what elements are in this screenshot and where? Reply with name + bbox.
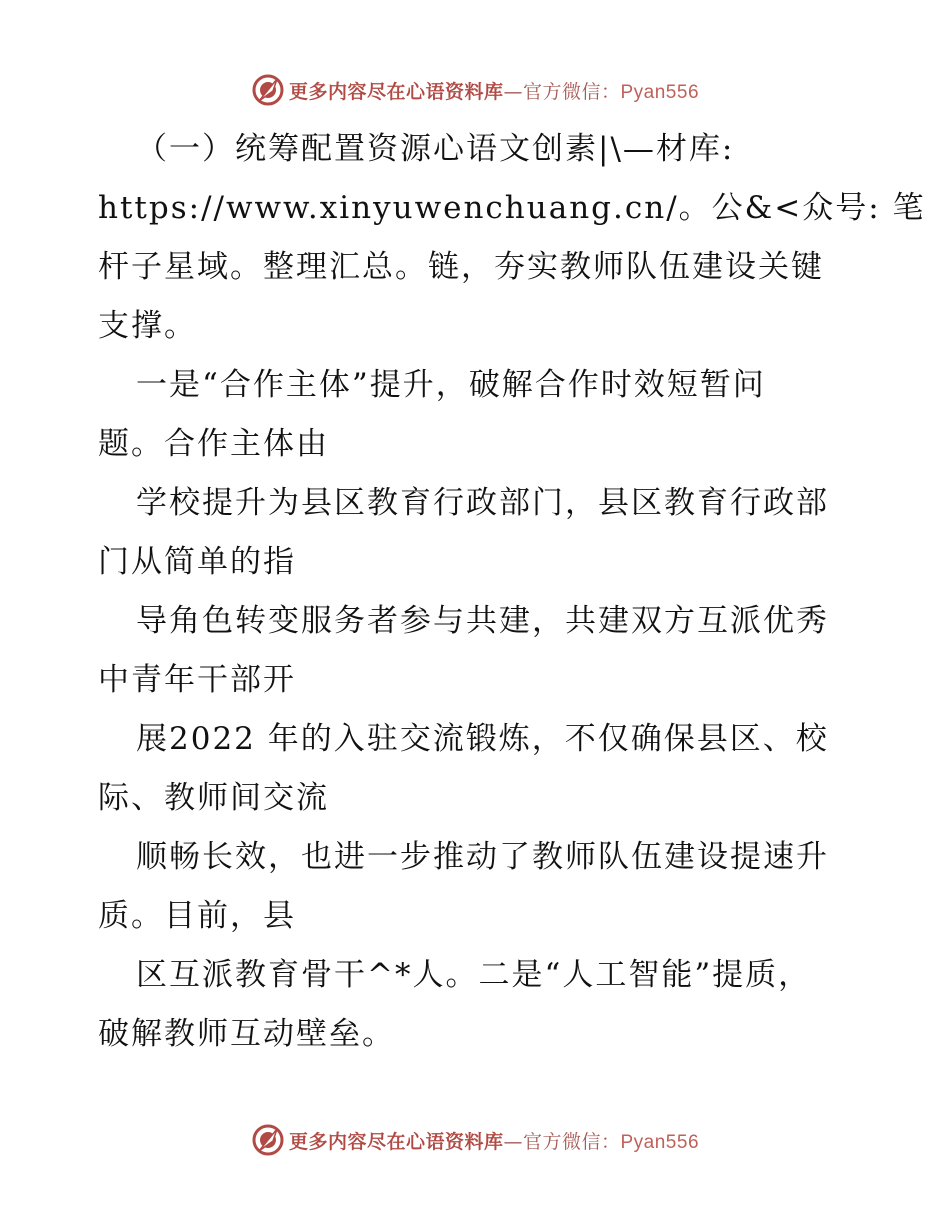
text-line: 支撑。	[98, 308, 197, 344]
banner-wechat-id: Pyan556	[620, 81, 700, 103]
text-line: 顺畅长效，也进一步推动了教师队伍建设提速升	[136, 839, 829, 875]
text-line: 中青年干部开	[98, 662, 296, 698]
header-banner-text	[289, 77, 699, 104]
banner-main-text: 更多内容尽在心语资料库	[288, 1130, 504, 1153]
footer-banner	[0, 1120, 950, 1160]
text-line: 学校提升为县区教育行政部门，县区教育行政部	[136, 485, 829, 521]
text-line: 杆子星域。整理汇总。链，夯实教师队伍建设关键	[98, 249, 824, 285]
banner-main-text: 更多内容尽在心语资料库	[288, 80, 504, 103]
text-line: 展2022 年的入驻交流锻炼，不仅确保县区、校	[136, 721, 829, 757]
text-line: 门从简单的指	[98, 544, 296, 580]
banner-sub-text: 官方微信：	[522, 1130, 621, 1153]
text-line: 题。合作主体由	[98, 426, 329, 462]
text-line: https://www.xinyuwenchuang.cn/。公&<众号: 笔	[98, 190, 926, 226]
banner-sub-text: 官方微信：	[522, 80, 621, 103]
feather-circle-logo-icon	[251, 73, 285, 107]
text-line: 导角色转变服务者参与共建，共建双方互派优秀	[136, 603, 829, 639]
banner-separator: —	[503, 80, 523, 103]
text-line: （一）统筹配置资源心语文创素|\—材库:	[136, 131, 735, 167]
text-line: 破解教师互动壁垒。	[98, 1016, 395, 1052]
banner-wechat-id: Pyan556	[620, 1131, 700, 1153]
footer-banner-text	[289, 1127, 699, 1154]
text-line: 质。目前，县	[98, 898, 296, 934]
document-body	[98, 120, 926, 1064]
text-line: 一是“合作主体”提升，破解合作时效短暂问	[136, 367, 766, 403]
banner-separator: —	[503, 1130, 523, 1153]
feather-circle-logo-icon	[251, 1123, 285, 1157]
text-line: 际、教师间交流	[98, 780, 329, 816]
text-line: 区互派教育骨干^*人。二是“人工智能”提质，	[136, 957, 812, 993]
header-banner	[0, 70, 950, 110]
